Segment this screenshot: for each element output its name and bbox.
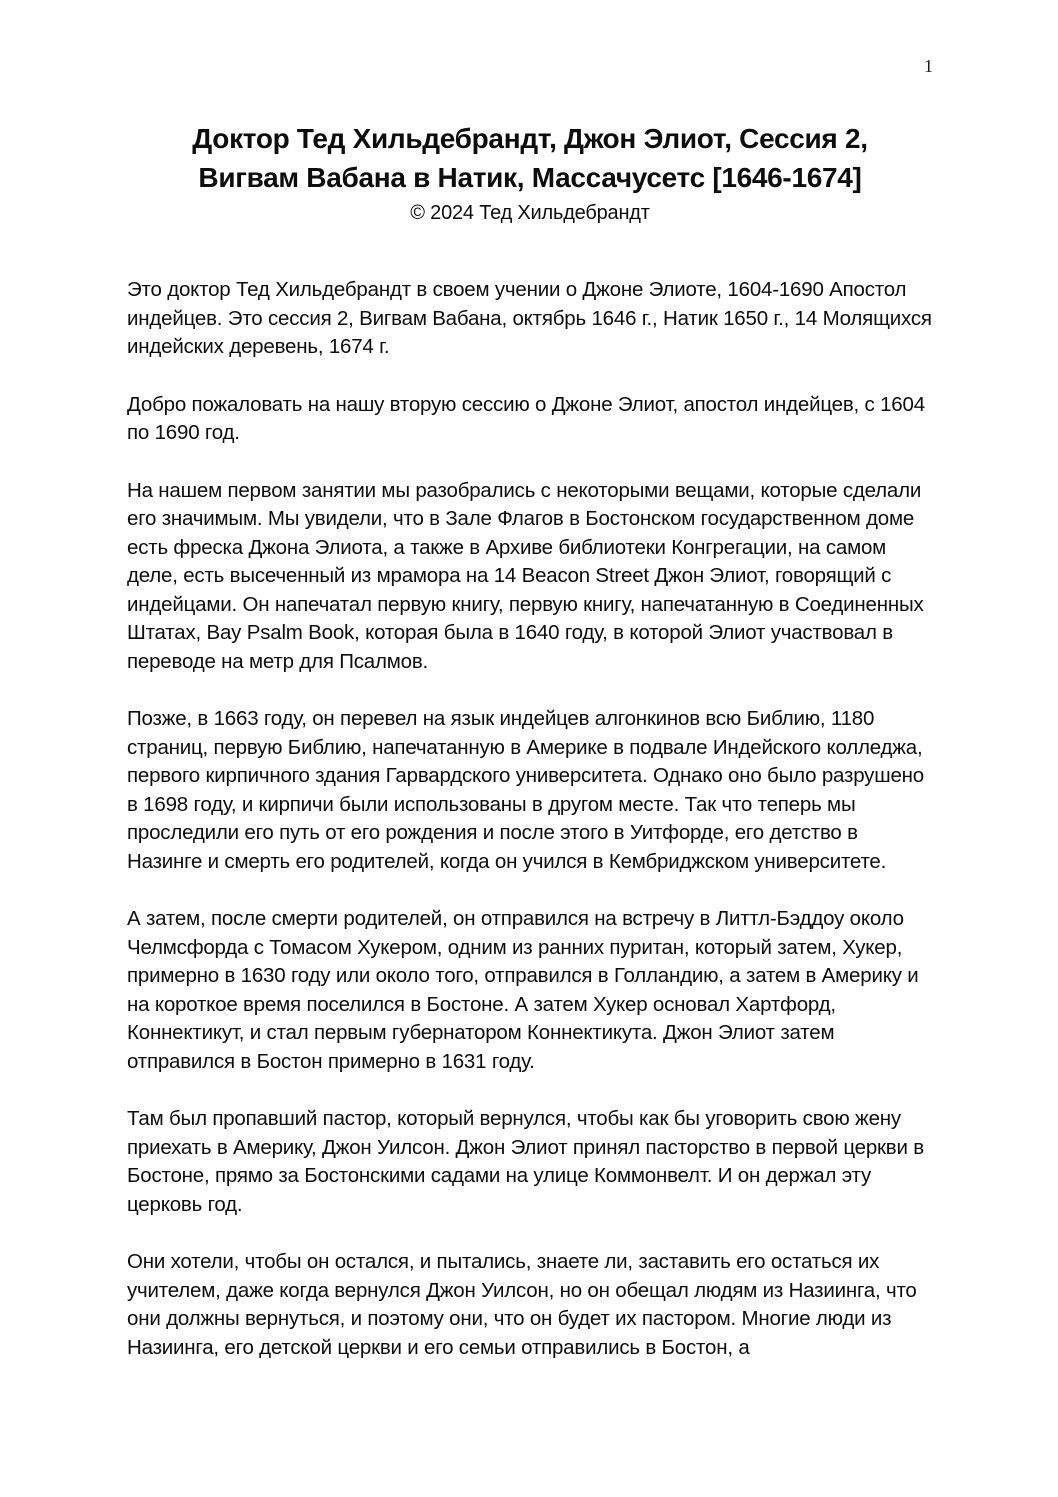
- document-content: [127, 0, 933, 1362]
- document-title: [127, 119, 933, 197]
- paragraph-7: Они хотели, чтобы он остался, и пытались, знаете ли, заставить его остаться их учителем, даже когда вернулся Джон Уилсон, но он обещал людям из Назиинга, что они должны вернуться, и поэтому они, что он будет их пастором. Многие люди из Назиинга, его детской церкви и его семьи отправились в Бостон, а: [127, 1250, 917, 1359]
- paragraph-5: А затем, после смерти родителей, он отправился на встречу в Литтл-Бэддоу около Челмсфорда с Томасом Хукером, одним из ранних пуритан, который затем, Хукер, примерно в 1630 году или около того, отправился в Голландию, а затем в Америку и на короткое время поселился в Бостоне. А затем Хукер основал Хартфорд, Коннектикут, и стал первым губернатором Коннектикута. Джон Элиот затем отправился в Бостон примерно в 1631 году.: [127, 907, 919, 1073]
- paragraph-6: Там был пропавший пастор, который вернулся, чтобы как бы уговорить свою жену приехать в Америку, Джон Уилсон. Джон Элиот принял пасторство в первой церкви в Бостоне, прямо за Бостонскими садами на улице Коммонвелт. И он держал эту церковь год.: [127, 1107, 924, 1216]
- page-number: 1: [924, 56, 933, 76]
- paragraph-1: Это доктор Тед Хильдебрандт в своем учении о Джоне Элиоте, 1604-1690 Апостол индейцев. Это сессия 2, Вигвам Вабана, октябрь 1646 г., Натик 1650 г., 14 Молящихся индейских деревень, 1674 г.: [127, 278, 932, 358]
- document-body: [127, 276, 933, 1362]
- document-title-line-2: Вигвам Вабана в Натик, Массачусетс [1646-1674]: [198, 162, 862, 193]
- document-title-line-1: Доктор Тед Хильдебрандт, Джон Элиот, Сессия 2,: [192, 123, 868, 154]
- paragraph-2: Добро пожаловать на нашу вторую сессию о Джоне Элиот, апостол индейцев, с 1604 по 1690 год.: [127, 392, 925, 444]
- copyright-line: © 2024 Тед Хильдебрандт: [410, 202, 650, 224]
- paragraph-4: Позже, в 1663 году, он перевел на язык индейцев алгонкинов всю Библию, 1180 страниц, первую Библию, напечатанную в Америке в подвале Индейского колледжа, первого кирпичного здания Гарвардского университета. Однако оно было разрушено в 1698 году, и кирпичи были использованы в другом месте. Так что теперь мы проследили его путь от его рождения и после этого в Уитфорде, его детство в Назинге и смерть его родителей, когда он учился в Кембриджском университете.: [127, 707, 924, 873]
- paragraph-3: На нашем первом занятии мы разобрались с некоторыми вещами, которые сделали его значимым. Мы увидели, что в Зале Флагов в Бостонском государственном доме есть фреска Джона Элиота, а также в Архиве библиотеки Конгрегации, на самом деле, есть высеченный из мрамора на 14 Beacon Street Джон Элиот, говорящий с индейцами. Он напечатал первую книгу, первую книгу, напечатанную в Соединенных Штатах, Bay Psalm Book, которая была в 1640 году, в которой Элиот участвовал в переводе на метр для Псалмов.: [127, 478, 924, 673]
